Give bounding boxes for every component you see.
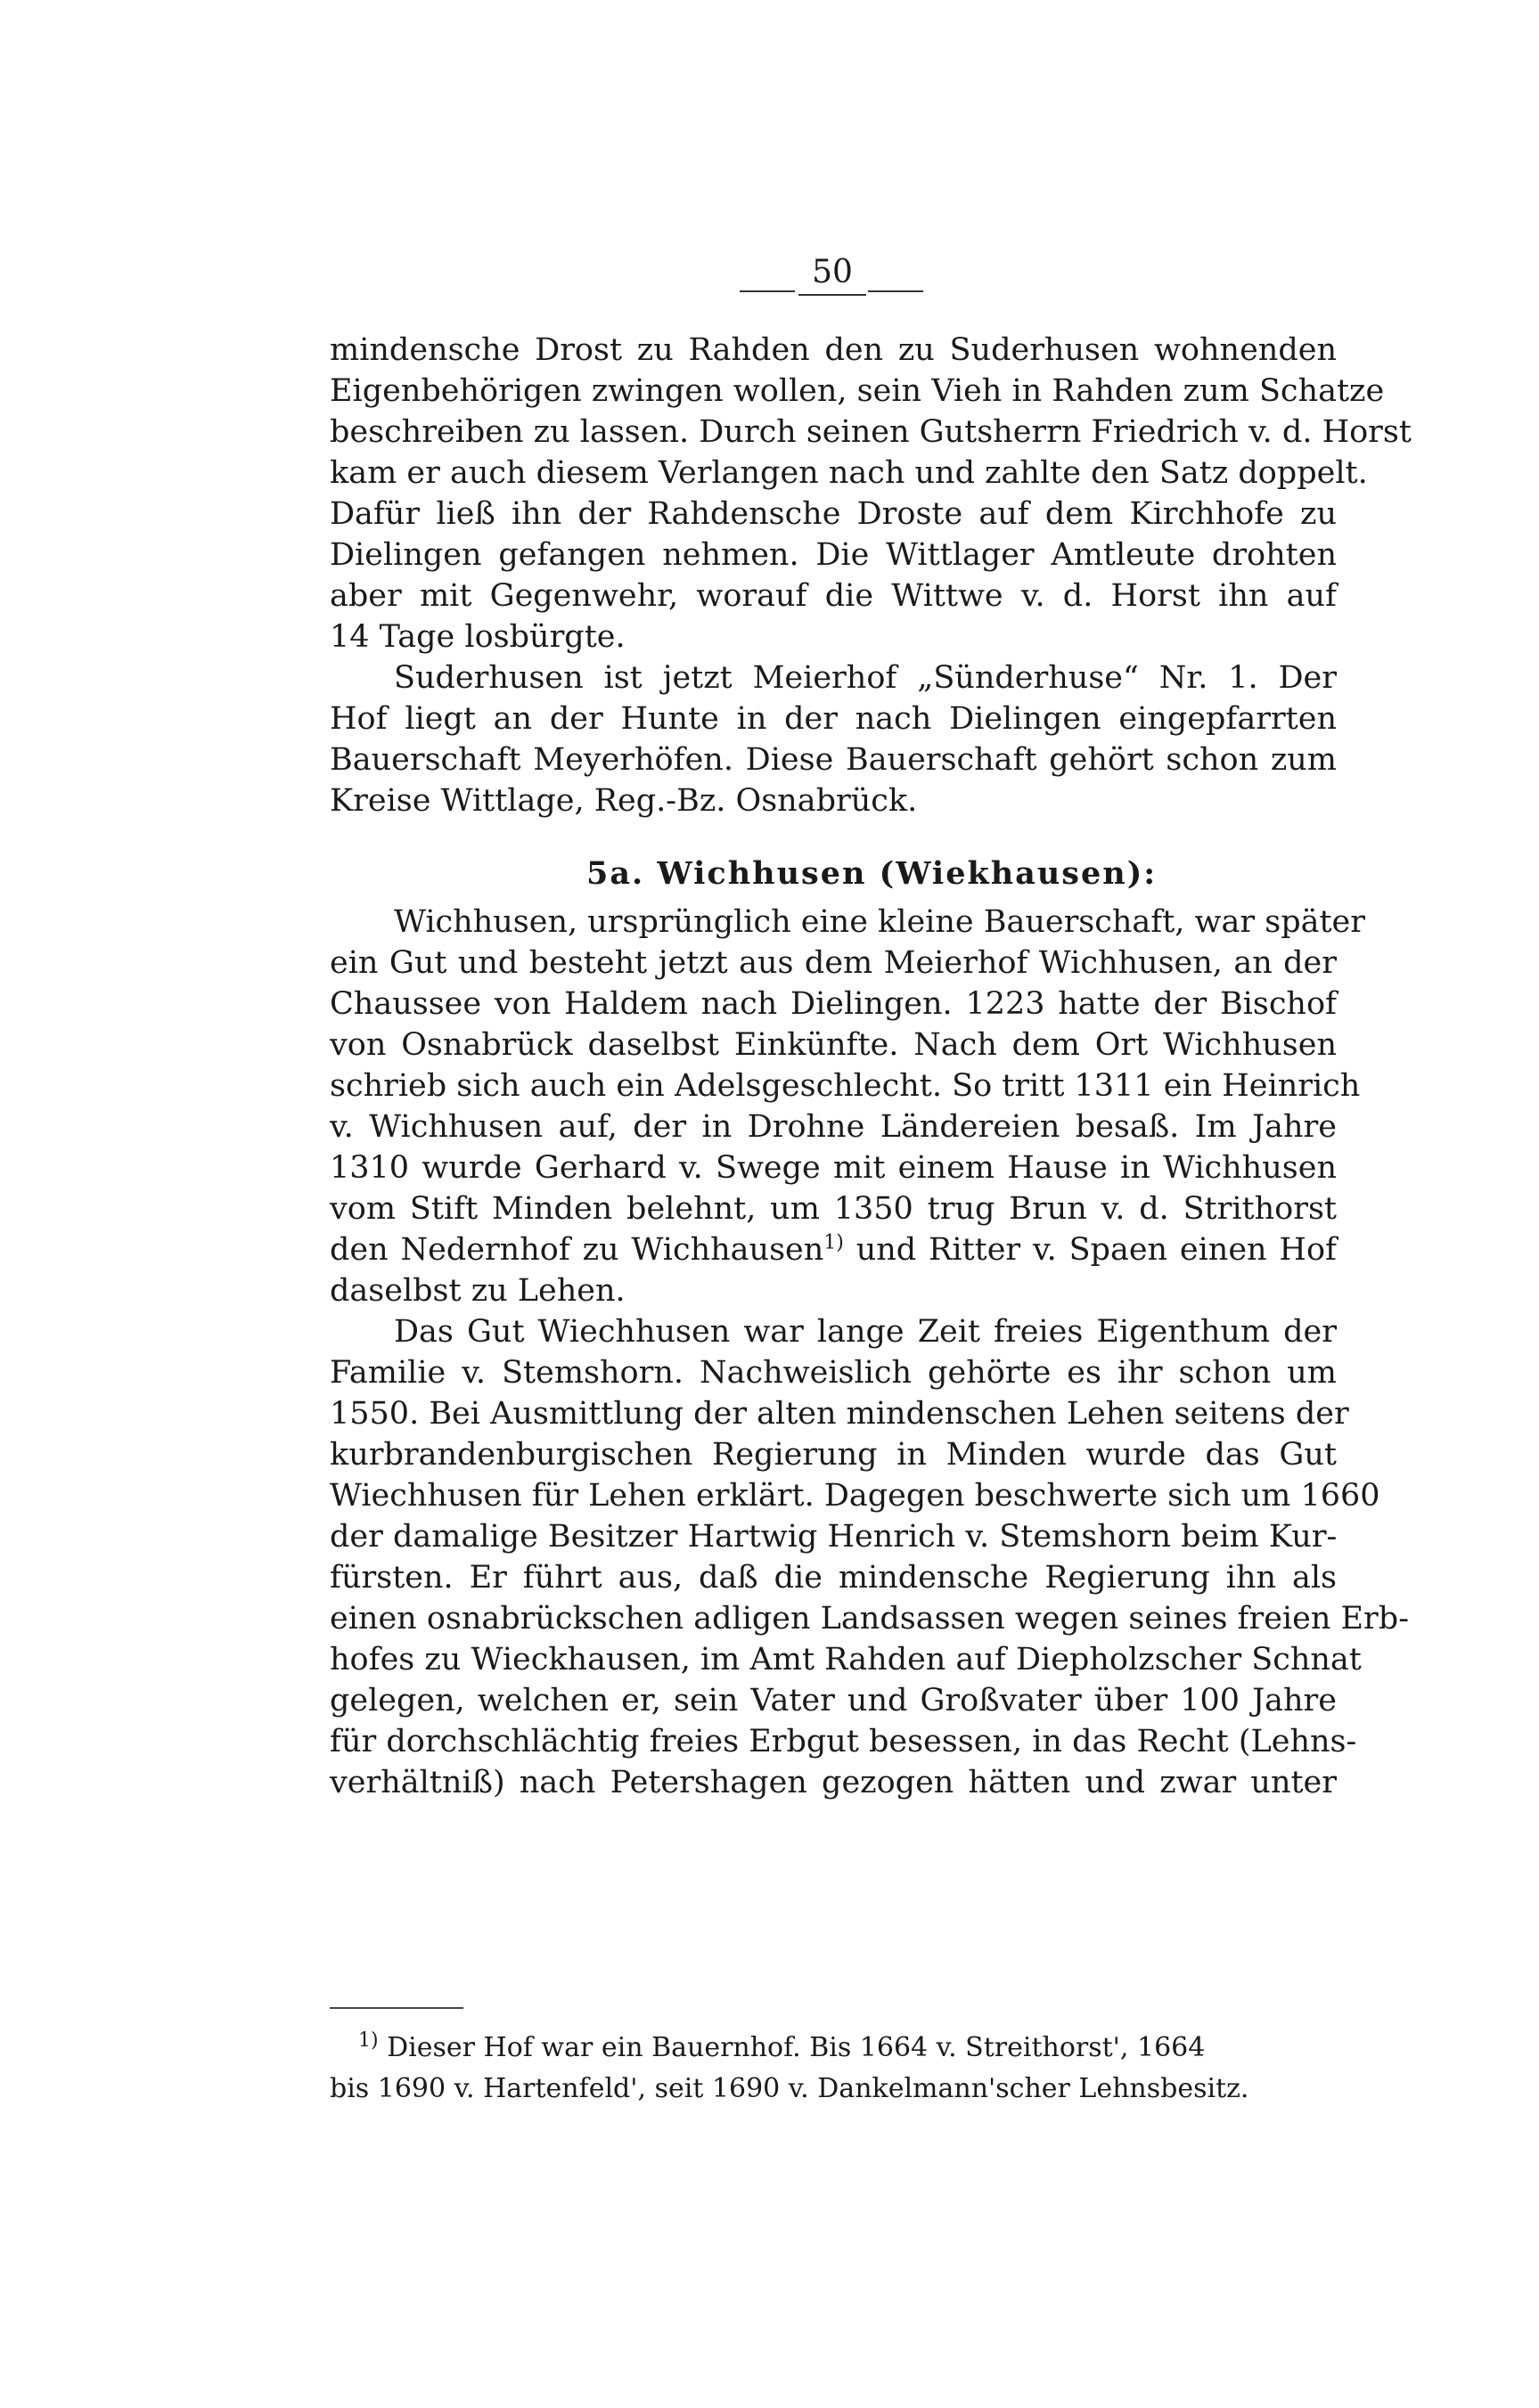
text-line: fürsten. Er führt aus, daß die mindensche Regierung ihn als xyxy=(330,1560,1337,1596)
text-line: beschreiben zu lassen. Durch seinen Gutsherrn Friedrich v. d. Horst xyxy=(330,414,1412,450)
text-line: von Osnabrück daselbst Einkünfte. Nach dem Ort Wichhusen xyxy=(330,1027,1337,1063)
text-line: der damalige Besitzer Hartwig Henrich v. Stemshorn beim Kur- xyxy=(330,1519,1338,1555)
footnote-reference: 1) xyxy=(823,1231,844,1254)
text-line: vom Stift Minden belehnt, um 1350 trug Brun v. d. Strithorst xyxy=(330,1191,1337,1227)
header-rule-left xyxy=(740,290,795,292)
footnote-line xyxy=(330,2028,1337,2069)
text-line: Eigenbehörigen zwingen wollen, sein Vieh in Rahden zum Schatze xyxy=(330,373,1385,409)
text-line-with-footnote-ref xyxy=(330,1229,1337,1270)
text-line: Kreise Wittlage, Reg.-Bz. Osnabrück. xyxy=(330,783,918,819)
text-line: verhältniß) nach Petershagen gezogen hätten und zwar unter xyxy=(330,1765,1337,1800)
text-line: Dielingen gefangen nehmen. Die Wittlager Amtleute drohten xyxy=(330,537,1337,573)
text-line: für dorchschlächtig freies Erbgut besessen, in das Recht (Lehns- xyxy=(330,1724,1357,1759)
text-line: daselbst zu Lehen. xyxy=(330,1273,626,1309)
text-line: Chaussee von Haldem nach Dielingen. 1223 hatte der Bischof xyxy=(330,986,1337,1022)
text-line: kam er auch diesem Verlangen nach und zahlte den Satz doppelt. xyxy=(330,455,1368,491)
page-number: 50 xyxy=(798,251,866,296)
paragraph-4 xyxy=(330,1311,1410,1803)
text-line: Suderhusen ist jetzt Meierhof „Sünderhuse“ Nr. 1. Der xyxy=(394,660,1337,696)
page-header xyxy=(740,251,927,296)
text-line: einen osnabrückschen adligen Landsassen wegen seines freien Erb- xyxy=(330,1601,1410,1637)
text-line: Dafür ließ ihn der Rahdensche Droste auf dem Kirchhofe zu xyxy=(330,496,1337,532)
text-line: schrieb sich auch ein Adelsgeschlecht. So tritt 1311 ein Heinrich xyxy=(330,1068,1361,1104)
text-line: Hof liegt an der Hunte in der nach Dielingen eingepfarrten xyxy=(330,701,1337,737)
footnote-marker: 1) xyxy=(358,2029,379,2052)
footnote-line: bis 1690 v. Hartenfeld', seit 1690 v. Dankelmann'scher Lehnsbesitz. xyxy=(330,2073,1249,2104)
text-line: Wiechhusen für Lehen erklärt. Dagegen beschwerte sich um 1660 xyxy=(330,1478,1380,1514)
paragraph-2 xyxy=(330,657,1337,821)
paragraph-3 xyxy=(330,902,1365,1311)
text-segment: und Ritter v. Spaen einen Hof xyxy=(843,1232,1337,1268)
text-line: gelegen, welchen er, sein Vater und Großvater über 100 Jahre xyxy=(330,1683,1337,1718)
section-heading: 5a. Wichhusen (Wiekhausen): xyxy=(586,855,1158,892)
text-line: kurbrandenburgischen Regierung in Minden wurde das Gut xyxy=(330,1437,1337,1473)
text-line: 1310 wurde Gerhard v. Swege mit einem Hause in Wichhusen xyxy=(330,1150,1337,1186)
text-line: v. Wichhusen auf, der in Drohne Ländereien besaß. Im Jahre xyxy=(330,1109,1337,1145)
text-line: Das Gut Wiechhusen war lange Zeit freies Eigenthum der xyxy=(394,1314,1337,1350)
paragraph-1 xyxy=(330,330,1412,657)
text-line: Familie v. Stemshorn. Nachweislich gehörte es ihr schon um xyxy=(330,1355,1337,1391)
footnote xyxy=(330,2028,1337,2110)
text-segment: den Nedernhof zu Wichhausen xyxy=(330,1232,824,1268)
text-line: Wichhusen, ursprünglich eine kleine Bauerschaft, war später xyxy=(394,904,1365,940)
text-line: 14 Tage losbürgte. xyxy=(330,619,626,655)
footnote-text: Dieser Hof war ein Bauernhof. Bis 1664 v. Streithorst', 1664 xyxy=(378,2032,1206,2063)
text-line: mindensche Drost zu Rahden den zu Suderhusen wohnenden xyxy=(330,332,1337,368)
footnote-divider xyxy=(330,2007,463,2009)
text-line: aber mit Gegenwehr, worauf die Wittwe v. d. Horst ihn auf xyxy=(330,578,1337,614)
text-line: ein Gut und besteht jetzt aus dem Meierhof Wichhusen, an der xyxy=(330,945,1337,981)
text-line: 1550. Bei Ausmittlung der alten mindenschen Lehen seitens der xyxy=(330,1396,1349,1432)
text-line: Bauerschaft Meyerhöfen. Diese Bauerschaft gehört schon zum xyxy=(330,742,1337,778)
body-text xyxy=(330,330,1412,1803)
header-rule-right xyxy=(868,290,923,292)
text-line: hofes zu Wieckhausen, im Amt Rahden auf Diepholzscher Schnat xyxy=(330,1642,1362,1677)
